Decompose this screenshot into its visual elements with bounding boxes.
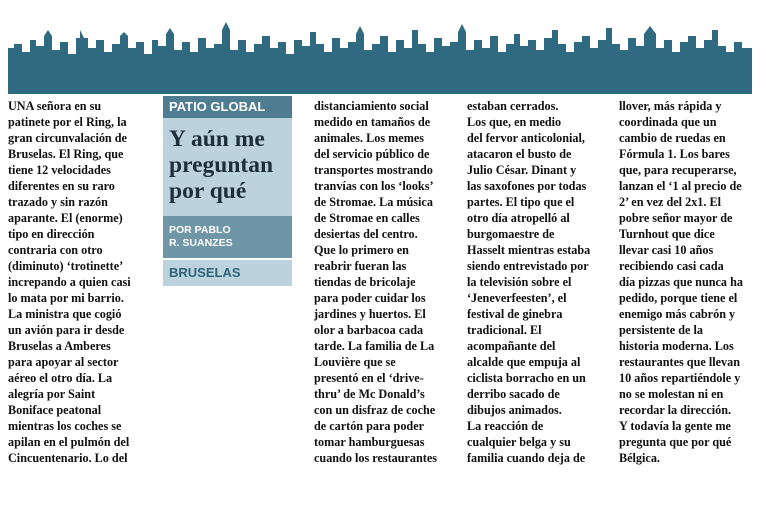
section-kicker: PATIO GLOBAL xyxy=(163,96,292,118)
byline-panel xyxy=(163,216,292,258)
article-column-1: UNA señora en su patinete por el Ring, la gran circunvalación de Bruselas. El Ring, que tiene 12 velocidades diferentes en su raro trazado y sin razón aparante. El (enorme) tipo en dirección contraria con otro (diminuto) ‘trotinette’ increpando a quien casi lo mata por mi barrio. La ministra que cogió un avión para ir desde Bruselas a Amberes para apoyar al sector aéreo el otro día. La alegría por Saint Boniface peatonal mientras los coches se apilan en el pulmón del Cincuentenario. Lo del xyxy=(8,99,131,465)
article-headline: Y aún me preguntan por qué xyxy=(169,126,274,204)
article-column-3: estaban cerrados. Los que, en medio del fervor anticolonial, atacaron el busto de Julio César. Dinant y las saxofones por todas partes. El tipo que el otro día atropelló al burgomaestre de Hasselt mientras estaba siendo entrevistado por la televisión sobre el ‘Jeneverfeesten’, el festival de ginebra tradicional. El acompañante del alcalde que empuja al ciclista borracho en un derribo sacado de dibujos animados. La reacción de cualquier belga y su familia cuando deja de xyxy=(467,99,591,465)
article-column-2: distanciamiento social medido en tamaños de animales. Los memes del servicio público de transportes mostrando tranvías con los ‘looks’ de Stromae. La música de Stromae en calles desiertas del centro. Que lo primero en reabrir fueran las tiendas de bricolaje para poder cuidar los jardines y huertos. El olor a barbacoa cada tarde. La familia de La Louvière que se presentó en el ‘drive- thru’ de Mc Donald’s con un disfraz de coche de cartón para poder tomar hamburguesas cuando los restaurantes xyxy=(314,99,438,465)
headline-box xyxy=(163,96,292,286)
headline-panel xyxy=(163,118,292,216)
author-byline: POR PABLO R. SUANZES xyxy=(169,224,233,249)
dateline-location: BRUSELAS xyxy=(169,265,241,280)
city-skyline-banner xyxy=(0,0,768,96)
location-panel xyxy=(163,260,292,286)
article-column-4: llover, más rápida y coordinada que un cambio de ruedas en Fórmula 1. Los bares que, para recuperarse, lanzan el ‘1 al precio de 2’ en vez del 2x1. El pobre señor mayor de Turnhout que dice llevar casi 10 años recibiendo casi cada día pizzas que nunca ha pedido, porque tiene el enemigo más cabrón y persistente de la historia moderna. Los restaurantes que llevan 10 años repartiéndole y no se molestan ni en recordar la dirección. Y todavía la gente me pregunta que por qué Bélgica. xyxy=(619,99,743,465)
